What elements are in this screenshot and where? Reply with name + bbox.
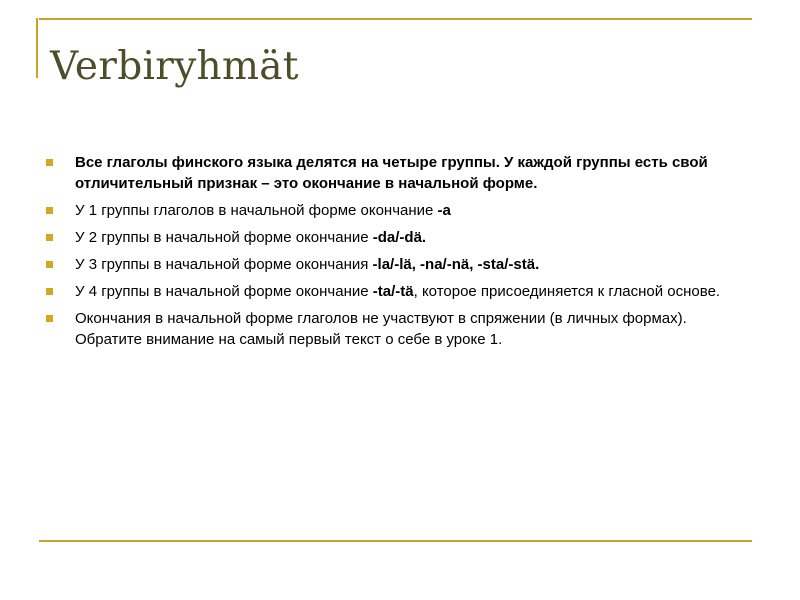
square-bullet-icon: [46, 288, 53, 295]
verb-ending: -la/-lä, -na/-nä, -sta/-stä.: [372, 256, 540, 273]
bullet-item-4: [45, 254, 750, 275]
bullet-text: Окончания в начальной форме глаголов не участвуют в спряжении (в личных формах). Обратите внимание на самый первый текст о себе в уроке 1.: [75, 310, 687, 348]
bullet-text: У 3 группы в начальной форме окончания: [75, 256, 373, 273]
square-bullet-icon: [46, 159, 53, 166]
square-bullet-icon: [46, 234, 53, 241]
bullet-item-5: [45, 281, 750, 302]
square-bullet-icon: [46, 207, 53, 214]
bullet-text: Все глаголы финского языка делятся на четыре группы. У каждой группы есть свой отличительный признак – это окончание в начальной форме.: [75, 154, 708, 192]
bullet-text-after: , которое присоединяется к гласной основе.: [413, 283, 721, 300]
bottom-frame-line: [39, 540, 752, 542]
bullet-item-6: [45, 308, 750, 350]
square-bullet-icon: [46, 315, 53, 322]
left-frame-line: [36, 18, 38, 78]
bullet-text: У 4 группы в начальной форме окончание: [75, 283, 373, 300]
bullet-item-1: [45, 152, 750, 194]
verb-ending: -a: [437, 202, 451, 219]
bullet-item-2: [45, 200, 750, 221]
slide-title: Verbiryhmät: [50, 44, 299, 89]
bullet-text: У 2 группы в начальной форме окончание: [75, 229, 373, 246]
verb-ending: -ta/-tä: [372, 283, 414, 300]
top-frame-line: [39, 18, 752, 20]
verb-ending: -da/-dä.: [372, 229, 427, 246]
bullet-text: У 1 группы глаголов в начальной форме окончание: [75, 202, 438, 219]
bullet-list: [45, 152, 750, 356]
square-bullet-icon: [46, 261, 53, 268]
bullet-item-3: [45, 227, 750, 248]
